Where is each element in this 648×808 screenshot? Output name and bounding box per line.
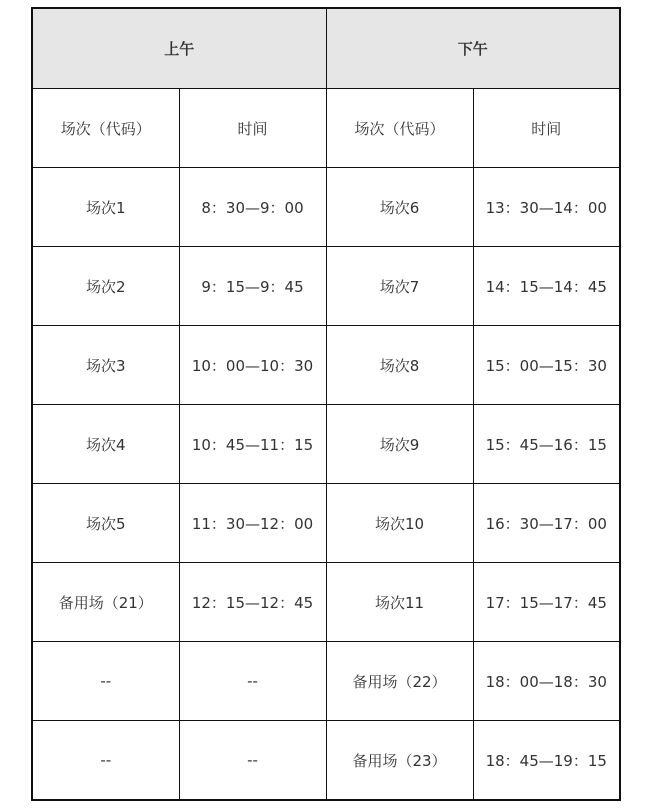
am-session-cell: 场次1 [32,168,179,247]
pm-session-cell: 场次7 [326,247,473,326]
pm-time-cell: 15：45—16：15 [473,405,620,484]
am-time-cell: 10：45—11：15 [179,405,326,484]
am-session-cell: -- [32,642,179,721]
pm-time-cell: 15：00—15：30 [473,326,620,405]
pm-time-cell: 14：15—14：45 [473,247,620,326]
am-session-cell: 场次3 [32,326,179,405]
pm-time-cell: 17：15—17：45 [473,563,620,642]
am-session-cell: 场次2 [32,247,179,326]
am-session-code-header: 场次（代码） [32,89,179,168]
am-time-cell: 11：30—12：00 [179,484,326,563]
schedule-table [31,7,621,801]
am-session-cell: 场次4 [32,405,179,484]
table-row [32,563,620,642]
pm-session-code-header: 场次（代码） [326,89,473,168]
am-time-header: 时间 [179,89,326,168]
pm-session-cell: 场次9 [326,405,473,484]
am-time-cell: 10：00—10：30 [179,326,326,405]
am-time-cell: 9：15—9：45 [179,247,326,326]
column-header-row [32,89,620,168]
pm-session-cell: 场次8 [326,326,473,405]
am-time-cell: -- [179,721,326,801]
afternoon-header: 下午 [326,8,620,89]
morning-header: 上午 [32,8,326,89]
pm-session-cell: 备用场（22） [326,642,473,721]
table-row [32,247,620,326]
period-header-row [32,8,620,89]
table-row [32,642,620,721]
am-time-cell: -- [179,642,326,721]
pm-time-cell: 16：30—17：00 [473,484,620,563]
table-row [32,484,620,563]
am-session-cell: 备用场（21） [32,563,179,642]
pm-session-cell: 场次10 [326,484,473,563]
pm-time-cell: 13：30—14：00 [473,168,620,247]
table-row [32,721,620,801]
table-row [32,405,620,484]
am-session-cell: -- [32,721,179,801]
pm-session-cell: 备用场（23） [326,721,473,801]
pm-time-cell: 18：00—18：30 [473,642,620,721]
am-time-cell: 8：30—9：00 [179,168,326,247]
pm-time-header: 时间 [473,89,620,168]
table-row [32,168,620,247]
pm-session-cell: 场次6 [326,168,473,247]
pm-time-cell: 18：45—19：15 [473,721,620,801]
table-row [32,326,620,405]
am-session-cell: 场次5 [32,484,179,563]
pm-session-cell: 场次11 [326,563,473,642]
am-time-cell: 12：15—12：45 [179,563,326,642]
